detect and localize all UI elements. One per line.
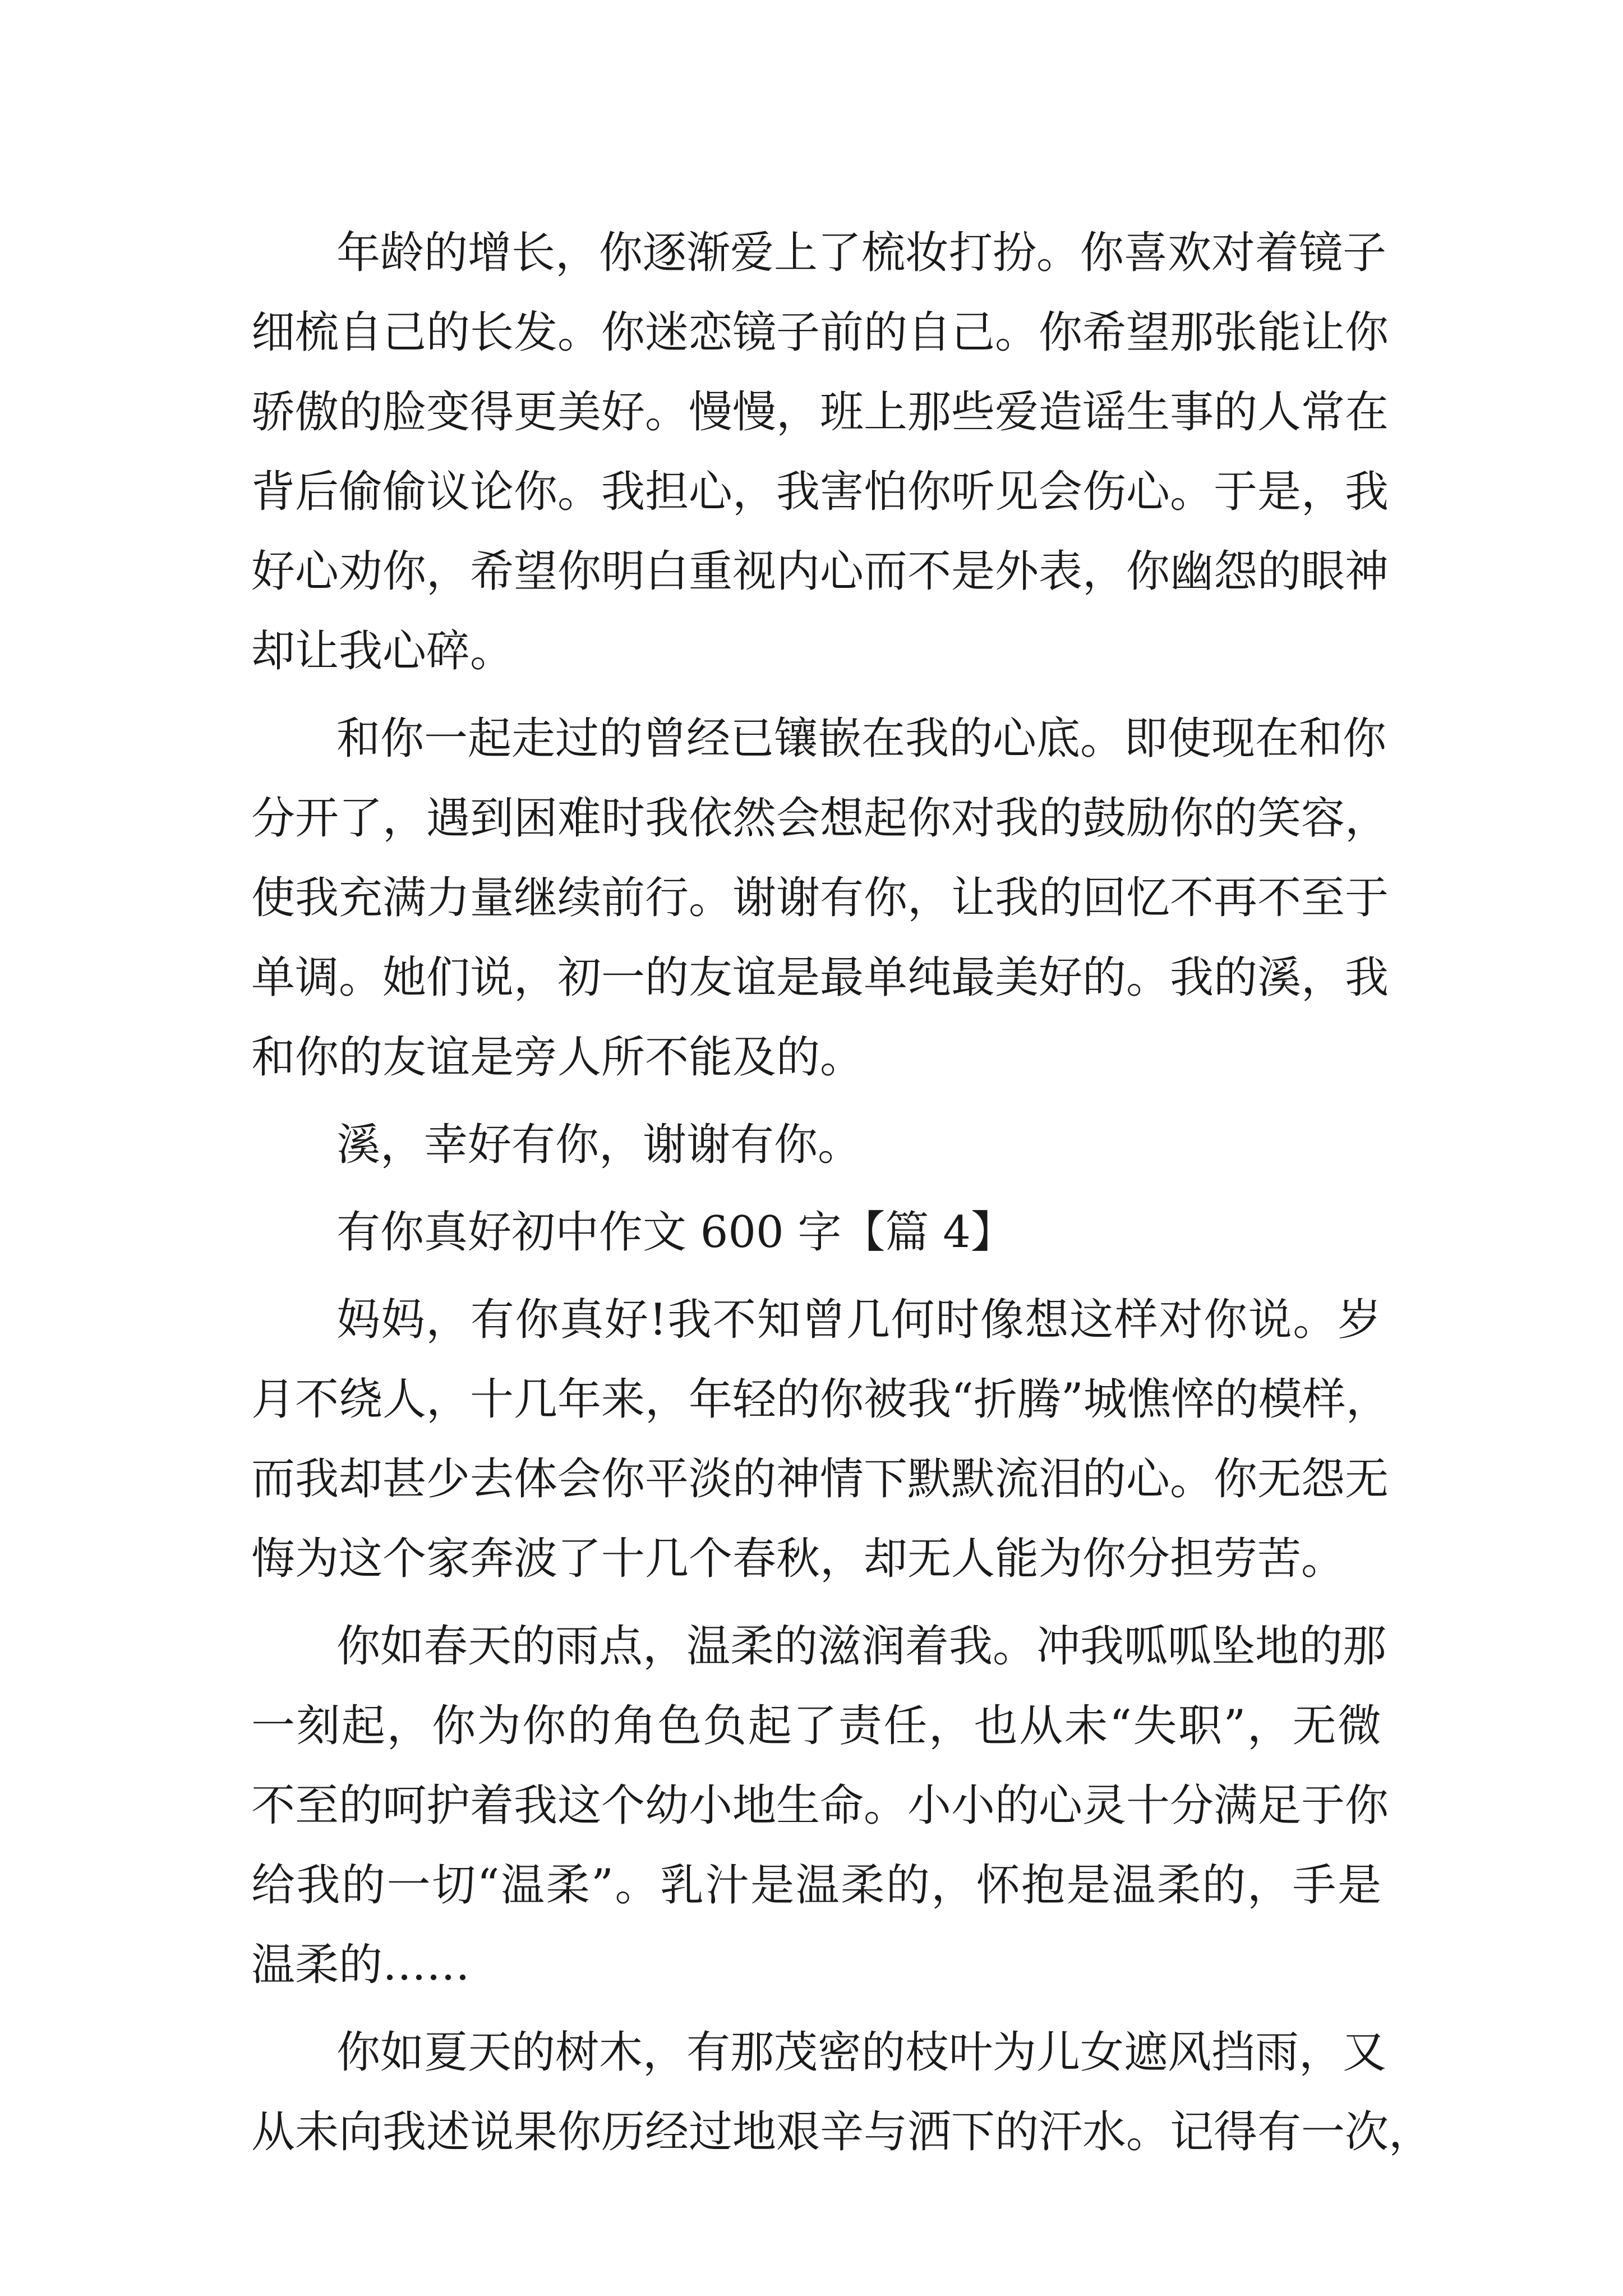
- text-line: 背后偷偷议论你。我担心，我害怕你听见会伤心。于是，我: [251, 467, 1389, 517]
- text-line: 和你的友谊是旁人所不能及的。: [251, 1032, 864, 1083]
- text-line: 温柔的……: [251, 1940, 471, 1990]
- section-heading: [251, 1193, 1381, 1272]
- text-line: 从未向我述说果你历经过地艰辛与洒下的汗水。记得有一次，: [251, 2107, 1433, 2157]
- text-line: 一刻起，你为你的角色负起了责任，也从未“失职”，无微: [251, 1701, 1381, 1751]
- paragraph: [251, 1280, 1390, 1599]
- text-line: 溪，幸好有你，谢谢有你。: [336, 1120, 862, 1170]
- text-line: 和你一起走过的曾经已镶嵌在我的心底。即使现在和你: [336, 714, 1387, 764]
- text-line: 妈妈，有你真好!我不知曾几何时像想这样对你说。岁: [336, 1295, 1381, 1345]
- text-line: 你如春天的雨点，温柔的滋润着我。冲我呱呱坠地的那: [336, 1621, 1387, 1672]
- heading-text: 有你真好初中作文 600 字【篇 4】: [336, 1207, 1015, 1258]
- text-line: 好心劝你，希望你明白重视内心而不是外表，你幽怨的眼神: [251, 546, 1389, 597]
- text-line: 分开了，遇到困难时我依然会想起你对我的鼓励你的笑容，: [251, 793, 1389, 844]
- document-body: [251, 213, 1433, 2180]
- text-line: 不至的呵护着我这个幼小地生命。小小的心灵十分满足于你: [251, 1780, 1389, 1831]
- text-line: 而我却甚少去体会你平淡的神情下默默流泪的心。你无怨无: [251, 1454, 1389, 1504]
- text-line: 月不绕人，十几年来，年轻的你被我“折腾”城憔悴的模样，: [251, 1374, 1390, 1425]
- text-line: 悔为这个家奔波了十几个春秋，却无人能为你分担劳苦。: [251, 1534, 1345, 1584]
- paragraph: [251, 699, 1389, 1097]
- text-line: 年龄的增长，你逐渐爱上了梳妆打扮。你喜欢对着镜子: [336, 228, 1387, 278]
- text-line: 细梳自己的长发。你迷恋镜子前的自己。你希望那张能让你: [251, 307, 1389, 358]
- text-line: 给我的一切“温柔”。乳汁是温柔的，怀抱是温柔的，手是: [251, 1860, 1381, 1911]
- text-line: 却让我心碎。: [251, 626, 514, 677]
- paragraph: [251, 2013, 1433, 2172]
- text-line: 使我充满力量继续前行。谢谢有你，让我的回忆不再不至于: [251, 873, 1389, 923]
- text-line: 单调。她们说，初一的友谊是最单纯最美好的。我的溪，我: [251, 953, 1389, 1003]
- text-line: 你如夏天的树木，有那茂密的枝叶为儿女遮风挡雨，又: [336, 2027, 1387, 2078]
- text-line: 骄傲的脸变得更美好。慢慢，班上那些爱造谣生事的人常在: [251, 387, 1389, 438]
- paragraph: [251, 213, 1389, 691]
- paragraph: [251, 1105, 1381, 1185]
- paragraph: [251, 1607, 1389, 2005]
